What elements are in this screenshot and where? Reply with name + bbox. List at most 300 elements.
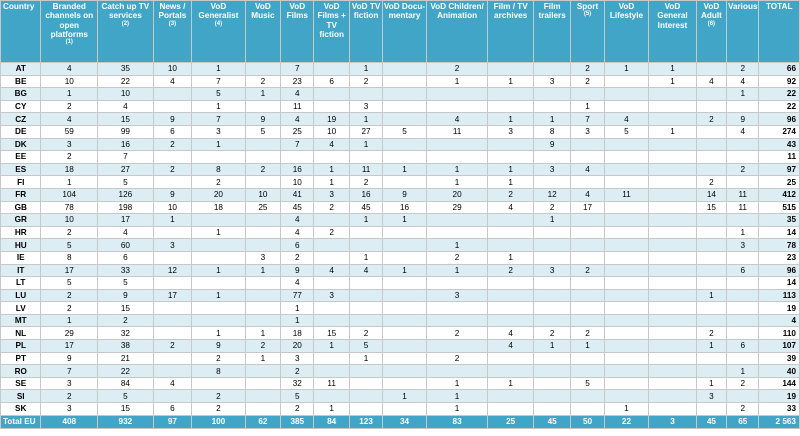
table-cell: 9 xyxy=(153,188,191,201)
table-cell: 3 xyxy=(314,188,349,201)
table-cell: 33 xyxy=(98,264,154,277)
table-cell xyxy=(696,264,726,277)
table-cell: 2 xyxy=(153,138,191,151)
country-cell: FI xyxy=(1,176,41,189)
row-total-cell: 113 xyxy=(759,289,800,302)
table-row xyxy=(1,226,800,239)
table-cell xyxy=(383,377,426,390)
table-cell: 2 xyxy=(349,75,382,88)
table-cell: 14 xyxy=(696,188,726,201)
table-cell: 2 xyxy=(281,403,314,416)
table-cell: 4 xyxy=(98,100,154,113)
table-cell xyxy=(383,226,426,239)
table-cell: 9 xyxy=(245,113,280,126)
table-cell xyxy=(649,113,697,126)
column-header xyxy=(533,1,570,63)
table-cell xyxy=(349,239,382,252)
table-cell: 5 xyxy=(245,125,280,138)
table-cell: 11 xyxy=(314,377,349,390)
table-cell: 2 xyxy=(571,75,604,88)
table-cell: 10 xyxy=(281,176,314,189)
table-cell: 99 xyxy=(98,125,154,138)
table-cell xyxy=(426,88,488,101)
column-header-label: VoD Films + TV fiction xyxy=(317,2,346,39)
table-cell: 1 xyxy=(488,75,534,88)
table-cell: 1 xyxy=(571,340,604,353)
table-cell: 1 xyxy=(571,100,604,113)
table-cell xyxy=(604,251,649,264)
total-cell: 45 xyxy=(533,415,570,428)
country-cell: PL xyxy=(1,340,41,353)
row-total-cell: 39 xyxy=(759,352,800,365)
table-cell xyxy=(488,63,534,76)
table-cell xyxy=(245,176,280,189)
table-cell xyxy=(349,226,382,239)
table-cell xyxy=(314,63,349,76)
table-cell xyxy=(192,302,246,315)
table-row xyxy=(1,327,800,340)
table-row xyxy=(1,302,800,315)
table-cell xyxy=(245,302,280,315)
table-cell: 25 xyxy=(245,201,280,214)
table-cell: 8 xyxy=(192,163,246,176)
table-cell xyxy=(571,352,604,365)
total-cell: 50 xyxy=(571,415,604,428)
table-cell: 2 xyxy=(153,340,191,353)
table-cell: 1 xyxy=(314,176,349,189)
table-cell: 4 xyxy=(153,75,191,88)
table-cell: 10 xyxy=(41,75,98,88)
row-total-cell: 40 xyxy=(759,365,800,378)
table-cell: 16 xyxy=(349,188,382,201)
table-cell xyxy=(533,314,570,327)
table-cell: 20 xyxy=(192,188,246,201)
table-cell: 1 xyxy=(349,251,382,264)
table-cell xyxy=(488,302,534,315)
table-cell: 4 xyxy=(727,75,759,88)
table-cell: 1 xyxy=(314,340,349,353)
column-header xyxy=(41,1,98,63)
row-total-cell: 14 xyxy=(759,277,800,290)
row-total-cell: 96 xyxy=(759,113,800,126)
table-cell: 78 xyxy=(41,201,98,214)
table-cell xyxy=(696,63,726,76)
table-cell xyxy=(426,302,488,315)
table-cell: 1 xyxy=(281,302,314,315)
table-body xyxy=(1,63,800,416)
table-cell: 6 xyxy=(727,340,759,353)
table-cell xyxy=(571,138,604,151)
table-cell xyxy=(245,138,280,151)
table-cell xyxy=(153,365,191,378)
table-cell xyxy=(383,314,426,327)
table-footer xyxy=(1,415,800,428)
column-header-label: VoD Music xyxy=(251,2,275,21)
table-cell: 1 xyxy=(604,403,649,416)
table-cell xyxy=(488,289,534,302)
table-cell: 5 xyxy=(383,125,426,138)
table-cell xyxy=(153,277,191,290)
table-cell xyxy=(696,151,726,164)
table-cell: 2 xyxy=(192,390,246,403)
table-cell xyxy=(488,151,534,164)
table-cell xyxy=(488,239,534,252)
table-cell xyxy=(349,151,382,164)
table-cell: 16 xyxy=(383,201,426,214)
table-cell xyxy=(192,251,246,264)
table-cell xyxy=(383,251,426,264)
table-cell xyxy=(571,403,604,416)
table-cell xyxy=(533,176,570,189)
table-cell: 2 xyxy=(41,151,98,164)
column-header-label: Catch up TV services xyxy=(101,2,150,21)
table-cell xyxy=(533,403,570,416)
table-cell: 27 xyxy=(98,163,154,176)
table-cell: 3 xyxy=(349,100,382,113)
table-cell: 4 xyxy=(98,226,154,239)
table-cell: 2 xyxy=(488,188,534,201)
table-cell: 1 xyxy=(426,176,488,189)
column-header-label: Film trailers xyxy=(538,2,566,21)
table-cell: 3 xyxy=(281,352,314,365)
table-cell: 2 xyxy=(192,403,246,416)
table-cell xyxy=(649,226,697,239)
country-cell: LU xyxy=(1,289,41,302)
table-cell: 60 xyxy=(98,239,154,252)
table-cell xyxy=(696,314,726,327)
table-cell: 23 xyxy=(281,75,314,88)
table-cell: 2 xyxy=(349,176,382,189)
table-cell: 2 xyxy=(571,63,604,76)
table-cell: 1 xyxy=(488,377,534,390)
table-cell xyxy=(426,314,488,327)
table-cell: 1 xyxy=(41,88,98,101)
table-cell: 1 xyxy=(426,75,488,88)
table-cell: 2 xyxy=(696,113,726,126)
table-cell xyxy=(604,340,649,353)
table-cell: 1 xyxy=(426,390,488,403)
table-row xyxy=(1,63,800,76)
table-cell: 10 xyxy=(153,63,191,76)
table-cell xyxy=(314,251,349,264)
row-total-cell: 25 xyxy=(759,176,800,189)
column-header xyxy=(153,1,191,63)
table-row xyxy=(1,214,800,227)
table-cell: 4 xyxy=(281,88,314,101)
table-cell: 2 xyxy=(153,163,191,176)
table-cell xyxy=(488,138,534,151)
column-header-label: TOTAL xyxy=(765,2,793,11)
country-cell: SK xyxy=(1,403,41,416)
table-cell: 15 xyxy=(98,403,154,416)
table-cell: 17 xyxy=(153,289,191,302)
country-cell: IE xyxy=(1,251,41,264)
table-cell xyxy=(604,226,649,239)
table-cell: 3 xyxy=(727,239,759,252)
column-header-label: VoD Children/ Animation xyxy=(430,2,484,21)
table-cell: 1 xyxy=(349,352,382,365)
table-cell xyxy=(192,239,246,252)
table-row xyxy=(1,163,800,176)
table-cell xyxy=(571,251,604,264)
table-cell xyxy=(426,214,488,227)
table-cell: 45 xyxy=(349,201,382,214)
table-cell xyxy=(649,327,697,340)
table-cell xyxy=(533,289,570,302)
table-cell xyxy=(696,302,726,315)
table-cell xyxy=(533,377,570,390)
table-cell: 2 xyxy=(533,327,570,340)
table-cell xyxy=(383,113,426,126)
column-header-footnote: (6) xyxy=(707,20,716,27)
table-cell xyxy=(604,163,649,176)
table-cell xyxy=(245,277,280,290)
column-header-footnote: (5) xyxy=(583,11,592,18)
table-cell xyxy=(153,327,191,340)
table-cell xyxy=(383,151,426,164)
table-cell: 9 xyxy=(98,289,154,302)
table-cell xyxy=(488,314,534,327)
table-cell: 6 xyxy=(153,125,191,138)
country-cell: EE xyxy=(1,151,41,164)
table-cell xyxy=(604,138,649,151)
column-header xyxy=(383,1,426,63)
table-cell xyxy=(571,88,604,101)
table-cell xyxy=(696,277,726,290)
table-cell: 2 xyxy=(696,176,726,189)
table-cell: 32 xyxy=(281,377,314,390)
table-cell: 7 xyxy=(281,138,314,151)
column-header-label: VoD Adult xyxy=(700,2,722,21)
column-header-label: VoD TV fiction xyxy=(351,2,381,21)
table-cell: 1 xyxy=(281,314,314,327)
table-cell xyxy=(426,151,488,164)
table-cell xyxy=(245,377,280,390)
table-cell xyxy=(153,176,191,189)
table-cell xyxy=(383,138,426,151)
table-cell: 1 xyxy=(192,100,246,113)
total-cell: 22 xyxy=(604,415,649,428)
table-cell: 5 xyxy=(41,239,98,252)
row-total-cell: 78 xyxy=(759,239,800,252)
table-cell xyxy=(314,214,349,227)
table-cell: 4 xyxy=(571,188,604,201)
table-cell: 17 xyxy=(41,264,98,277)
table-cell xyxy=(314,151,349,164)
total-cell: 97 xyxy=(153,415,191,428)
table-cell: 38 xyxy=(98,340,154,353)
table-cell: 3 xyxy=(533,264,570,277)
table-cell xyxy=(383,277,426,290)
table-cell xyxy=(696,226,726,239)
table-cell: 10 xyxy=(41,214,98,227)
table-cell xyxy=(571,226,604,239)
table-cell: 4 xyxy=(281,214,314,227)
table-cell: 1 xyxy=(245,264,280,277)
table-cell xyxy=(153,100,191,113)
table-cell: 2 xyxy=(727,377,759,390)
table-cell: 1 xyxy=(604,63,649,76)
table-cell: 4 xyxy=(604,113,649,126)
table-cell xyxy=(649,188,697,201)
table-row xyxy=(1,352,800,365)
table-cell xyxy=(533,100,570,113)
table-cell: 3 xyxy=(696,390,726,403)
table-cell: 11 xyxy=(426,125,488,138)
table-cell: 1 xyxy=(349,63,382,76)
table-cell xyxy=(533,390,570,403)
table-cell xyxy=(727,151,759,164)
table-cell xyxy=(314,390,349,403)
country-cell: BG xyxy=(1,88,41,101)
table-cell: 4 xyxy=(314,138,349,151)
table-row xyxy=(1,340,800,353)
table-cell: 4 xyxy=(41,113,98,126)
table-cell xyxy=(696,352,726,365)
table-row xyxy=(1,75,800,88)
table-cell: 4 xyxy=(41,63,98,76)
column-header xyxy=(696,1,726,63)
table-row xyxy=(1,151,800,164)
table-cell: 27 xyxy=(349,125,382,138)
row-total-cell: 33 xyxy=(759,403,800,416)
table-cell xyxy=(488,226,534,239)
table-cell xyxy=(488,214,534,227)
table-cell: 5 xyxy=(281,390,314,403)
table-cell: 11 xyxy=(281,100,314,113)
table-cell: 5 xyxy=(604,125,649,138)
table-cell: 6 xyxy=(727,264,759,277)
table-cell xyxy=(192,214,246,227)
table-row xyxy=(1,201,800,214)
table-cell xyxy=(245,314,280,327)
table-cell xyxy=(649,251,697,264)
table-cell: 2 xyxy=(245,340,280,353)
table-cell xyxy=(696,251,726,264)
country-cell: ES xyxy=(1,163,41,176)
column-header-footnote: (4) xyxy=(214,20,223,27)
table-cell xyxy=(604,365,649,378)
table-cell: 2 xyxy=(426,63,488,76)
table-row xyxy=(1,188,800,201)
table-cell: 1 xyxy=(649,75,697,88)
column-header-label: Branded channels on open platforms xyxy=(45,2,94,39)
row-total-cell: 107 xyxy=(759,340,800,353)
table-cell: 84 xyxy=(98,377,154,390)
table-cell: 2 xyxy=(349,327,382,340)
country-cell: HR xyxy=(1,226,41,239)
table-cell: 1 xyxy=(696,289,726,302)
table-row xyxy=(1,176,800,189)
row-total-cell: 274 xyxy=(759,125,800,138)
table-cell: 17 xyxy=(41,340,98,353)
table-cell xyxy=(571,302,604,315)
table-cell: 1 xyxy=(727,226,759,239)
table-row xyxy=(1,277,800,290)
table-cell xyxy=(696,125,726,138)
table-cell xyxy=(383,302,426,315)
table-cell xyxy=(245,365,280,378)
table-cell xyxy=(245,151,280,164)
table-cell xyxy=(426,340,488,353)
table-cell: 2 xyxy=(281,251,314,264)
table-cell: 1 xyxy=(192,226,246,239)
table-cell: 9 xyxy=(153,113,191,126)
table-cell: 9 xyxy=(192,340,246,353)
table-cell xyxy=(696,214,726,227)
table-cell xyxy=(383,176,426,189)
table-cell: 5 xyxy=(98,390,154,403)
table-cell xyxy=(383,403,426,416)
table-cell xyxy=(649,176,697,189)
total-cell: 100 xyxy=(192,415,246,428)
column-header-footnote: (1) xyxy=(65,39,73,46)
country-cell: AT xyxy=(1,63,41,76)
table-cell: 20 xyxy=(281,340,314,353)
table-cell xyxy=(649,214,697,227)
table-cell: 15 xyxy=(696,201,726,214)
table-cell xyxy=(649,289,697,302)
table-cell xyxy=(649,377,697,390)
total-cell: 932 xyxy=(98,415,154,428)
table-cell xyxy=(314,88,349,101)
table-cell xyxy=(349,302,382,315)
table-cell xyxy=(533,302,570,315)
table-cell xyxy=(571,214,604,227)
table-cell xyxy=(649,201,697,214)
table-cell: 17 xyxy=(98,214,154,227)
country-cell: FR xyxy=(1,188,41,201)
table-cell: 16 xyxy=(98,138,154,151)
table-row xyxy=(1,138,800,151)
table-cell xyxy=(314,352,349,365)
table-cell: 4 xyxy=(349,264,382,277)
table-cell xyxy=(604,214,649,227)
table-cell: 3 xyxy=(192,125,246,138)
table-cell xyxy=(571,176,604,189)
table-cell: 18 xyxy=(41,163,98,176)
column-header-label: VoD Lifestyle xyxy=(609,2,644,21)
table-cell: 11 xyxy=(727,188,759,201)
country-cell: LV xyxy=(1,302,41,315)
table-cell xyxy=(604,239,649,252)
table-cell xyxy=(245,403,280,416)
table-cell xyxy=(649,340,697,353)
table-cell: 2 xyxy=(281,365,314,378)
table-cell xyxy=(604,264,649,277)
table-cell: 2 xyxy=(426,251,488,264)
country-cell: CY xyxy=(1,100,41,113)
table-cell: 3 xyxy=(488,125,534,138)
table-cell xyxy=(571,289,604,302)
table-cell: 1 xyxy=(533,340,570,353)
column-header xyxy=(349,1,382,63)
table-cell: 1 xyxy=(383,214,426,227)
table-cell: 1 xyxy=(41,314,98,327)
column-header-label: Film / TV archives xyxy=(493,2,528,21)
row-total-cell: 19 xyxy=(759,302,800,315)
total-cell: 25 xyxy=(488,415,534,428)
table-cell: 7 xyxy=(571,113,604,126)
table-cell: 1 xyxy=(533,214,570,227)
table-cell xyxy=(571,390,604,403)
table-cell: 1 xyxy=(649,125,697,138)
table-cell xyxy=(604,277,649,290)
table-cell xyxy=(245,63,280,76)
total-cell: 84 xyxy=(314,415,349,428)
table-cell xyxy=(696,100,726,113)
table-cell: 1 xyxy=(192,138,246,151)
